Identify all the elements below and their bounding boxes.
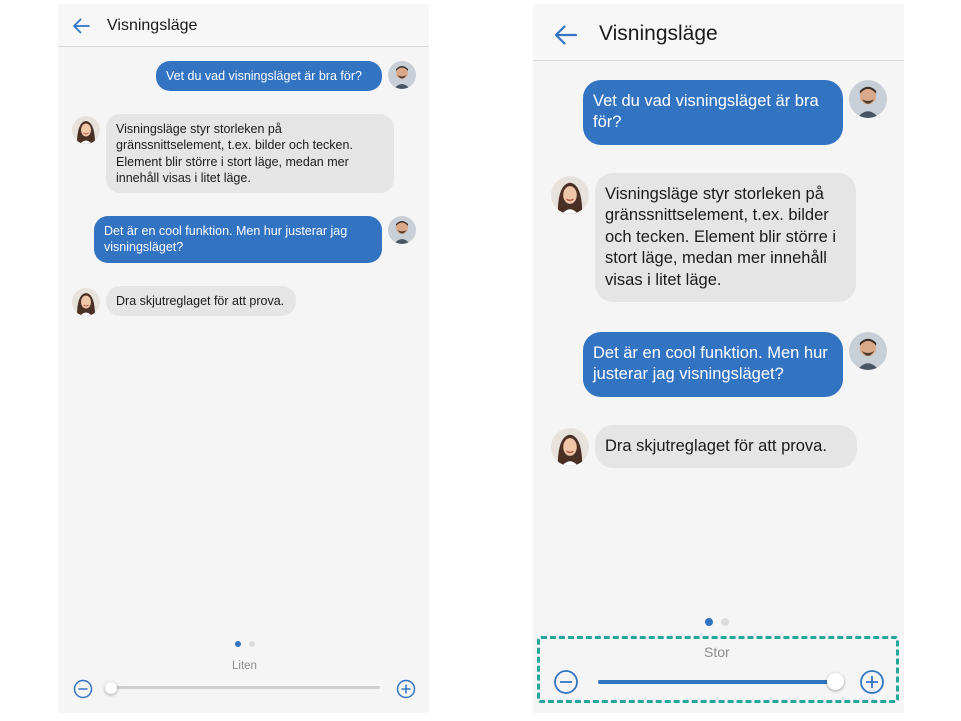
outgoing-message-bubble: Vet du vad visningsläget är bra för? <box>156 61 382 91</box>
page-title: Visningsläge <box>107 17 198 34</box>
outgoing-message-bubble: Vet du vad visningsläget är bra för? <box>583 80 843 145</box>
outgoing-message-bubble: Det är en cool funktion. Men hur justerar jag visningsläget? <box>94 216 382 263</box>
plus-circle-icon[interactable] <box>396 679 416 699</box>
incoming-message-bubble: Visningsläge styr storleken på gränssnittselement, t.ex. bilder och tecken. Element blir större i stort läge, medan mer innehåll visas i litet läge. <box>595 173 856 302</box>
user-avatar-icon <box>849 332 887 370</box>
assistant-avatar-icon <box>72 116 100 144</box>
minus-circle-icon[interactable] <box>73 679 93 699</box>
assistant-avatar-icon <box>72 288 100 316</box>
size-slider-track[interactable] <box>110 686 380 689</box>
user-avatar-icon <box>388 61 416 89</box>
arrow-left-icon[interactable] <box>71 16 91 36</box>
page-dot-active[interactable] <box>235 641 241 647</box>
outgoing-message-bubble: Det är en cool funktion. Men hur justerar jag visningsläget? <box>583 332 843 397</box>
size-mode-label: Liten <box>232 660 257 672</box>
user-avatar-icon <box>388 216 416 244</box>
assistant-avatar-icon <box>551 428 589 466</box>
size-mode-label: Stor <box>704 644 730 660</box>
page-title: Visningsläge <box>599 22 718 45</box>
arrow-left-icon[interactable] <box>553 22 579 48</box>
assistant-avatar-icon <box>551 176 589 214</box>
user-avatar-icon <box>849 80 887 118</box>
app-header <box>58 4 429 47</box>
phone-screen-small-mode <box>58 4 429 713</box>
slider-highlight-frame <box>537 636 899 703</box>
incoming-message-bubble: Visningsläge styr storleken på gränssnittselement, t.ex. bilder och tecken. Element blir större i stort läge, medan mer innehåll visas i litet läge. <box>106 114 394 193</box>
incoming-message-bubble: Dra skjutreglaget för att prova. <box>595 425 857 468</box>
page-indicator <box>235 641 255 647</box>
incoming-message-bubble: Dra skjutreglaget för att prova. <box>106 286 296 316</box>
phone-screen-large-mode <box>533 4 904 713</box>
app-header <box>533 4 904 61</box>
page-dot[interactable] <box>249 641 255 647</box>
size-slider-thumb[interactable] <box>105 682 117 694</box>
page-dot[interactable] <box>721 618 729 626</box>
page-dot-active[interactable] <box>705 618 713 626</box>
page-indicator <box>705 618 729 626</box>
